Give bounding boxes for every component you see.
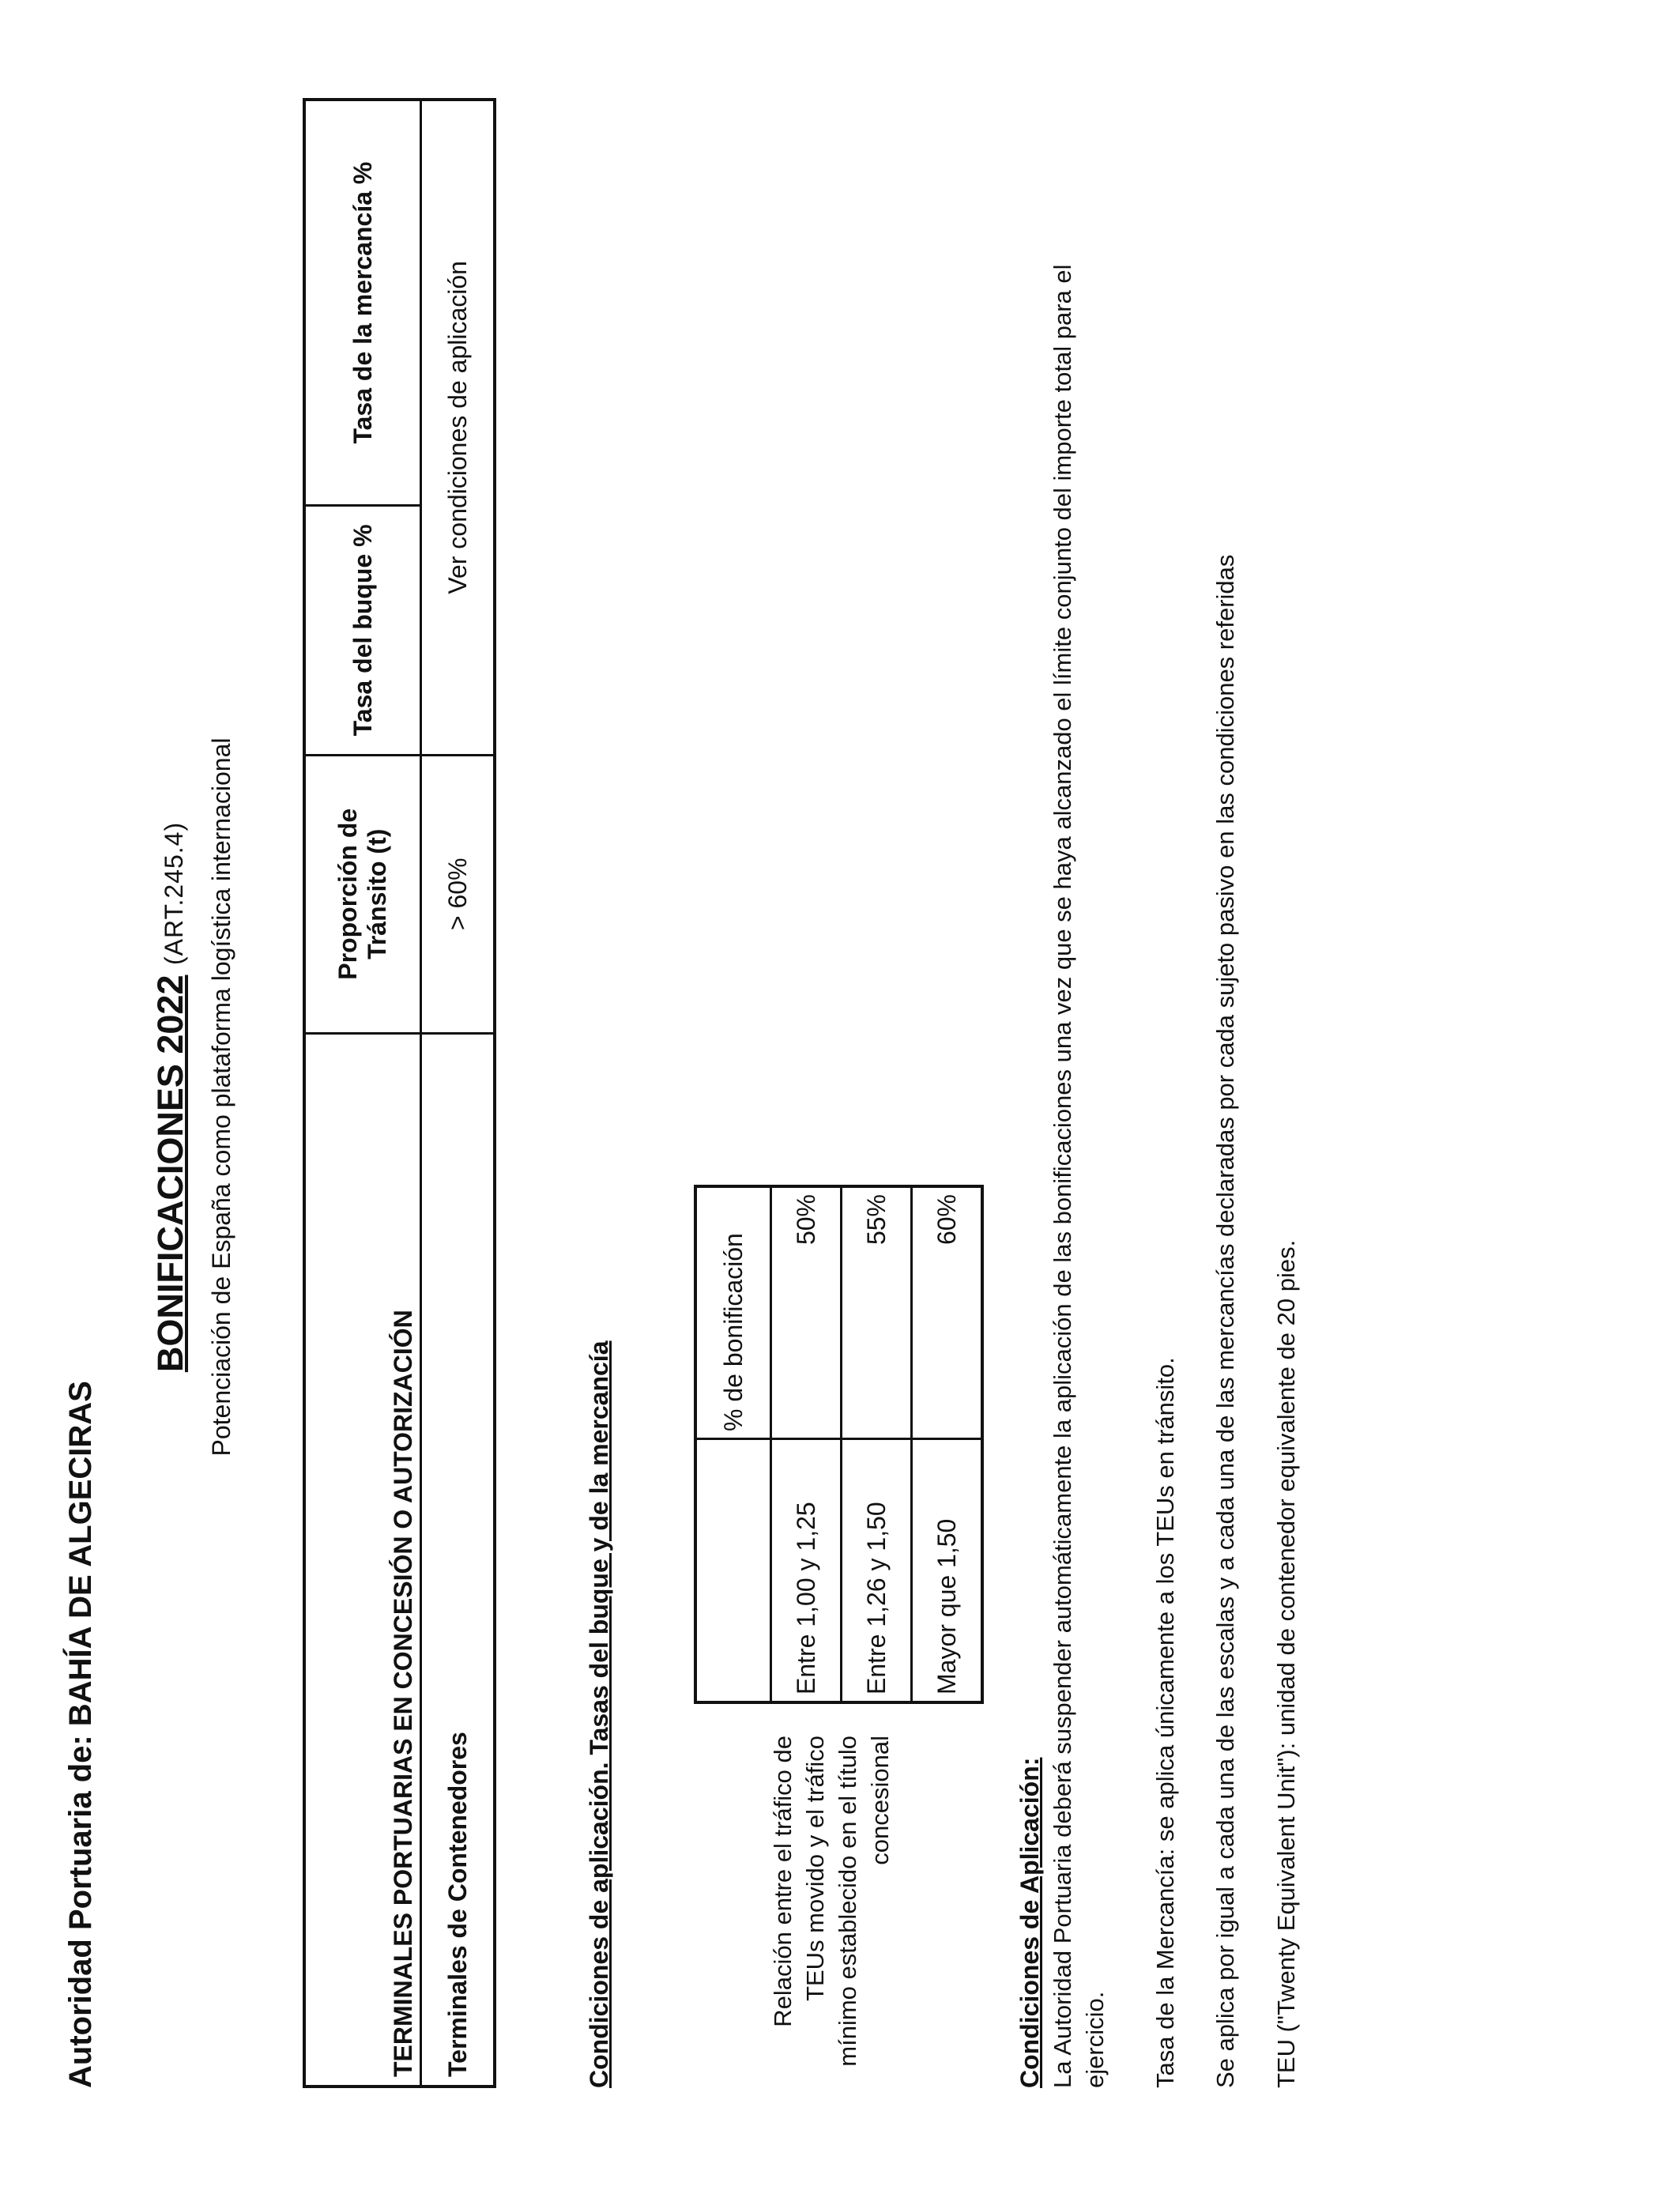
header-transit-proportion: Proporción de Tránsito (t) [304,755,421,1033]
ratio-pct: 60% [912,1186,983,1439]
conditions-section-title: Condiciones de aplicación. Tasas del buque y de la mercancía [585,1340,613,2088]
bonus-ratio-table [694,1185,984,1704]
terminals-table [303,98,496,2088]
table-row [421,100,495,2087]
cell-see-conditions: Ver condiciones de aplicación [421,100,495,755]
table-row [771,1186,842,1702]
header-cargo-fee: Tasa de la mercancía % [304,100,421,506]
ratio-header-blank [695,1439,771,1703]
header-vessel-fee: Tasa del buque % [304,506,421,756]
table-row [842,1186,912,1702]
table-header-row [304,100,421,2087]
paragraph-applies-equally: Se aplica por igual a cada una de las escalas y a cada una de las mercancías declaradas por cada sujeto pasivo en las condiciones referidas [1211,554,1239,2088]
article-ref: (ART.245.4) [160,821,188,966]
application-conditions-title: Condiciones de Aplicación: [1015,1757,1044,2088]
ratio-pct: 55% [842,1186,912,1439]
paragraph-teu-definition: TEU ("Twenty Equivalent Unit"): unidad de contenedor equivalente de 20 pies. [1272,1239,1300,2088]
relation-label: Relación entre el tráfico de TEUs movido y el tráfico mínimo establecido en el título concesional [769,1736,894,2067]
page-title [150,0,191,2194]
table-row [912,1186,983,1702]
paragraph-suspension: La Autoridad Portuaria deberá suspender automáticamente la aplicación de las bonificaciones una vez que se haya alcanzado el límite conjunto del importe total para el ejercicio. [1049,264,1109,2088]
ratio-pct: 50% [771,1186,842,1439]
ratio-range: Entre 1,00 y 1,25 [771,1439,842,1703]
authority-heading: Autoridad Portuaria de: BAHÍA DE ALGECIRAS [63,1381,98,2088]
header-terminals: TERMINALES PORTUARIAS EN CONCESIÓN O AUTORIZACIÓN [304,1033,421,2087]
row-label-containers: Terminales de Contenedores [421,1033,495,2087]
cell-proportion: > 60% [421,755,495,1033]
page-subtitle: Potenciación de España como plataforma logística internacional [207,737,235,1457]
ratio-header-pct: % de bonificación [695,1186,771,1439]
paragraph-cargo-fee: Tasa de la Mercancía: se aplica únicamente a los TEUs en tránsito. [1151,1357,1179,2088]
title-text: BONIFICACIONES 2022 [150,974,190,1373]
ratio-range: Entre 1,26 y 1,50 [842,1439,912,1703]
ratio-range: Mayor que 1,50 [912,1439,983,1703]
ratio-header-row [695,1186,771,1702]
